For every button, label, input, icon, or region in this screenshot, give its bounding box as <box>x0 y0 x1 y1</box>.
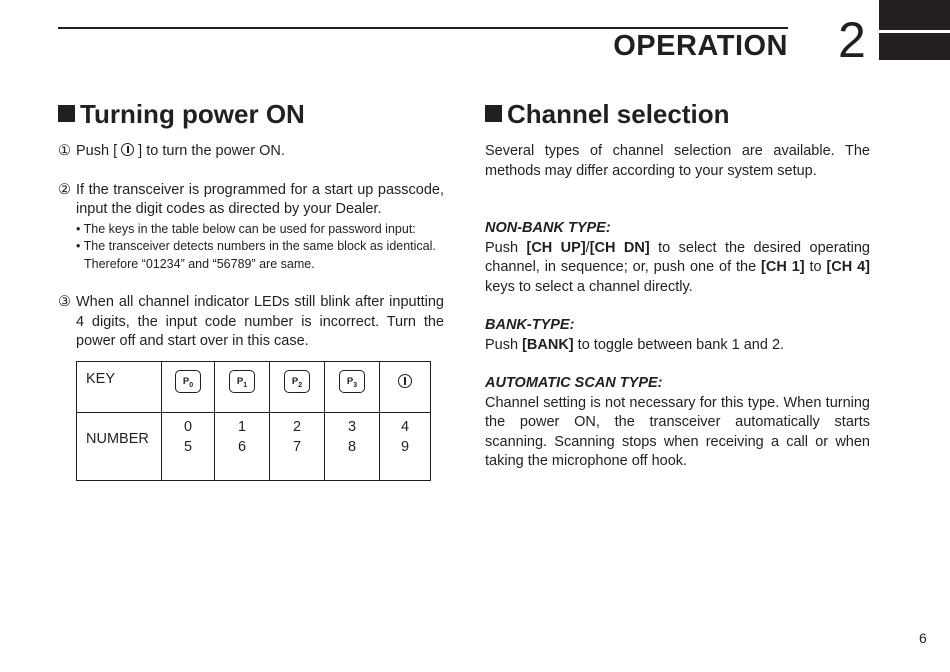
power-key-icon <box>121 143 134 156</box>
non-bank-title: NON-BANK TYPE: <box>485 220 611 236</box>
step-3 <box>58 293 444 352</box>
power-key-icon <box>398 374 412 388</box>
heading-turning-power-on: Turning power ON <box>58 99 305 130</box>
header-rule <box>58 27 788 29</box>
step-2-text: If the transceiver is programmed for a start up passcode, input the digit codes as directed by your Dealer. <box>76 181 444 217</box>
bank-text: Push [BANK] to toggle between bank 1 and 2. <box>485 336 785 353</box>
square-bullet-icon <box>58 105 75 122</box>
p1-key-icon: $P_1$ <box>229 370 255 393</box>
scan-title: AUTOMATIC SCAN TYPE: <box>485 375 663 391</box>
p2-key-icon: $P_2$ <box>284 370 310 393</box>
non-bank-section <box>485 219 870 297</box>
p0-key-icon: $P_0$ <box>175 370 201 393</box>
step-number: ① <box>58 143 71 159</box>
number-label: NUMBER <box>77 413 162 481</box>
passcode-key-table <box>76 361 431 481</box>
number-cell: 0 5 <box>162 413 215 481</box>
bank-title: BANK-TYPE: <box>485 317 575 333</box>
step-3-text: When all channel indicator LEDs still blink after inputting 4 digits, the input code number is incorrect. Turn the power off and start over in this case. <box>76 294 444 349</box>
right-column <box>485 142 870 472</box>
step-2 <box>58 181 444 274</box>
p3-key-icon: $P_3$ <box>339 370 365 393</box>
chapter-tab-bottom <box>879 33 950 60</box>
heading-channel-selection: Channel selection <box>485 99 730 130</box>
non-bank-text: Push [CH UP]/[CH DN] to select the desired operating channel, in sequence; or, push one of the [CH 1] to [CH 4] keys to select a channel directly. <box>485 239 870 295</box>
bullet-same-block-cont: Therefore “01234” and “56789” are same. <box>84 256 315 271</box>
bullet-keys-table: • The keys in the table below can be used for password input: <box>76 221 416 236</box>
left-column <box>58 142 444 352</box>
step-number: ② <box>58 181 71 198</box>
key-label: KEY <box>77 362 162 413</box>
step-1: ① Push [ ] to turn the power ON. <box>58 142 444 162</box>
number-cell: 4 9 <box>380 413 431 481</box>
bullet-same-block: • The transceiver detects numbers in the same block as identical. <box>76 239 436 253</box>
scan-text: Channel setting is not necessary for this type. When turning the power ON, the transceiver automatically starts scanning. Scanning stops when receiving a call or when taking the microphone off hook. <box>485 394 870 469</box>
bank-section <box>485 316 870 355</box>
channel-intro: Several types of channel selection are available. The methods may differ according to your system setup. <box>485 143 870 179</box>
chapter-tab-top <box>879 0 950 30</box>
square-bullet-icon <box>485 105 502 122</box>
number-cell: 1 6 <box>215 413 270 481</box>
section-title: OPERATION <box>613 30 788 62</box>
page-number: 6 <box>919 630 927 646</box>
scan-section <box>485 374 870 472</box>
chapter-number: 2 <box>838 12 866 68</box>
number-cell: 3 8 <box>325 413 380 481</box>
step-number: ③ <box>58 294 71 310</box>
number-cell: 2 7 <box>270 413 325 481</box>
